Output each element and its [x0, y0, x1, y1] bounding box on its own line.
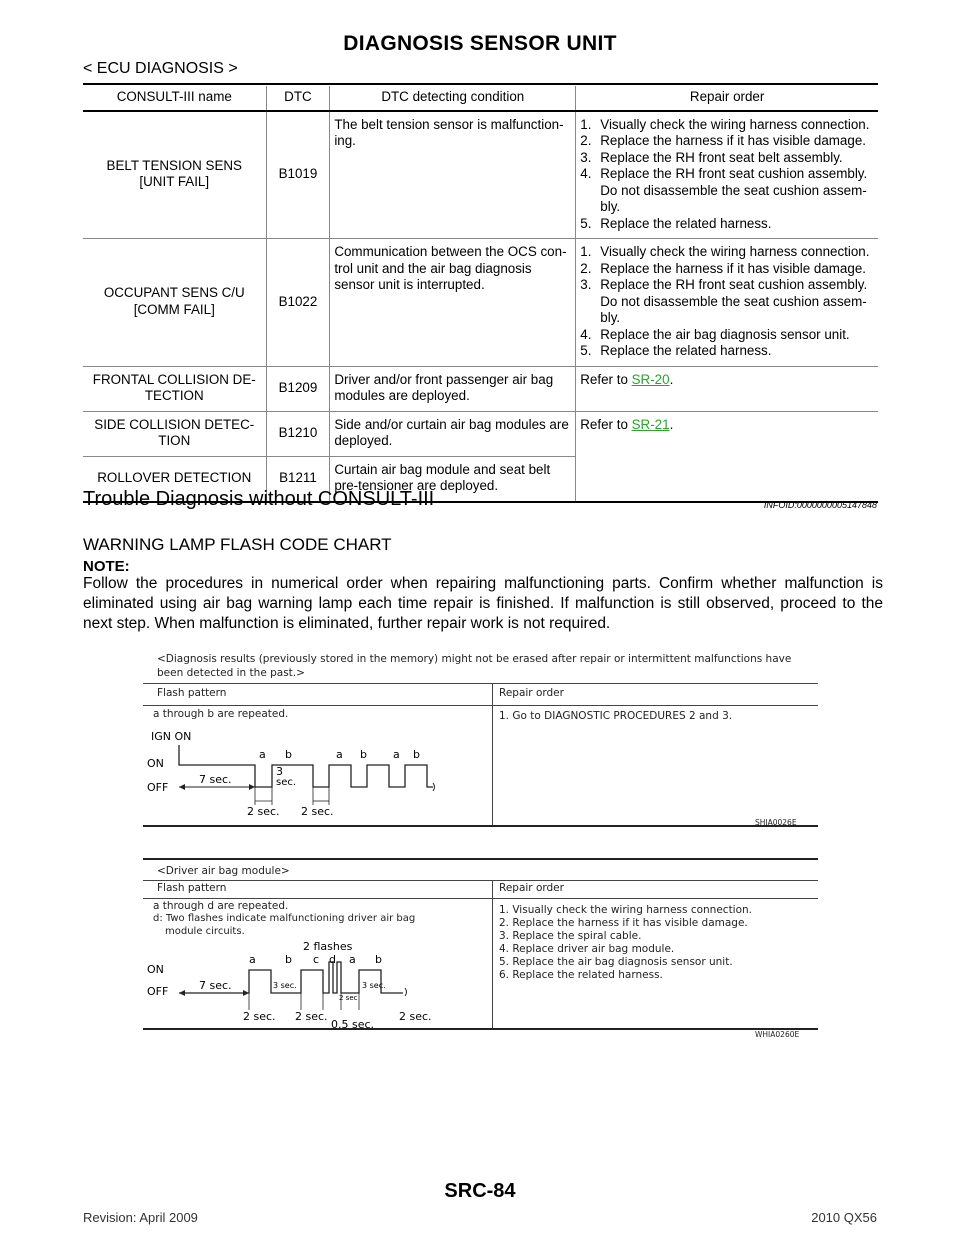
- pulse-label: b: [360, 748, 367, 761]
- col-detecting-condition: DTC detecting condition: [330, 86, 576, 111]
- pulse-label: c: [313, 953, 320, 966]
- list-item: 5. Replace the related harness.: [580, 215, 772, 231]
- ign-on-label: IGN ON: [151, 730, 192, 743]
- repair-order-list: [499, 904, 752, 982]
- figure-code: SHIA0026E: [755, 818, 797, 827]
- list-item: 3. Replace the RH front seat belt assembly.: [580, 149, 843, 165]
- page-title: DIAGNOSIS SENSOR UNIT: [343, 32, 617, 55]
- repeat-note: a through b are repeated.: [153, 708, 289, 720]
- list-item: 4. Replace the air bag diagnosis sensor unit.: [580, 326, 850, 342]
- list-item: 3. Replace the spiral cable.: [499, 930, 642, 942]
- list-item: 2. Replace the harness if it has visible damage.: [580, 260, 866, 276]
- d-note-line1: d: Two flashes indicate malfunctioning driver air bag: [153, 913, 416, 924]
- pulse-label: b: [375, 953, 382, 966]
- page-number: SRC-84: [444, 1180, 516, 1202]
- pulse-label: d: [329, 953, 336, 966]
- time-2sec-b: 2 sec.: [295, 1010, 328, 1023]
- list-item: 1. Visually check the wiring harness connection.: [580, 116, 870, 132]
- time-2sec-c: 2 sec.: [399, 1010, 432, 1023]
- consult-name: FRONTAL COLLISION DE-TECTION: [92, 371, 256, 403]
- revision-date: Revision: April 2009: [83, 1210, 198, 1225]
- flash-waveform: [143, 938, 488, 1028]
- link-sr-21[interactable]: SR-21: [631, 416, 670, 432]
- consult-name: ROLLOVER DETECTION: [97, 469, 252, 485]
- figure-header: <Diagnosis results (previously stored in the memory) might not be erased after repair or intermittent malfunctions have been detected in the past.>: [157, 653, 792, 679]
- time-0-5sec: 0.5 sec.: [331, 1018, 375, 1028]
- note-text: Follow the procedures in numerical order when repairing malfunctioning parts. Confirm whether malfunction is eliminated using air bag warning lamp each time repair is finished. If malfunction is still observed, proceed to the next step. When malfunction is eliminated, further repair work is not required.: [83, 575, 883, 632]
- dtc-code: B1211: [266, 456, 330, 502]
- dtc-table-header-row: [83, 86, 878, 111]
- consult-name: SIDE COLLISION DETEC-TION: [94, 416, 255, 448]
- list-item: 1. Visually check the wiring harness connection.: [499, 904, 753, 916]
- model-year: 2010 QX56: [811, 1210, 877, 1225]
- list-item: 6. Replace the related harness.: [499, 969, 663, 981]
- subsection-title: WARNING LAMP FLASH CODE CHART: [83, 535, 392, 554]
- top-rule: [83, 83, 878, 85]
- off-label: OFF: [147, 781, 169, 794]
- col-repair-order: Repair order: [499, 882, 564, 894]
- repair-order: [576, 239, 878, 367]
- col-repair-order: Repair order: [576, 86, 878, 111]
- on-label: ON: [147, 757, 164, 770]
- table-row: [83, 366, 878, 411]
- figure-header: <Driver air bag module>: [157, 865, 290, 877]
- pulse-label: b: [285, 748, 292, 761]
- note-label: NOTE:: [83, 558, 130, 575]
- figure-code: WHIA0260E: [755, 1030, 800, 1039]
- off-label: OFF: [147, 985, 169, 998]
- pulse-label: a: [259, 748, 266, 761]
- link-sr-20[interactable]: SR-20: [631, 371, 670, 387]
- pulse-label: a: [393, 748, 400, 761]
- on-label: ON: [147, 963, 164, 976]
- list-item: 5. Replace the air bag diagnosis sensor unit.: [499, 956, 733, 968]
- list-item: 4. Replace driver air bag module.: [499, 943, 675, 955]
- col-flash-pattern: Flash pattern: [157, 687, 227, 699]
- list-item: 4. Replace the RH front seat cushion assembly. Do not disassemble the seat cushion assem-bly.: [580, 166, 868, 214]
- flash-chart-memory: [143, 650, 818, 830]
- dtc-code: B1210: [266, 411, 330, 456]
- repair-order: [576, 111, 878, 239]
- col-consult-name: CONSULT-III name: [83, 86, 266, 111]
- pulse-label: b: [413, 748, 420, 761]
- dtc-table: [83, 86, 878, 503]
- consult-name: BELT TENSION SENS [UNIT FAIL]: [106, 157, 242, 190]
- repeat-note: a through d are repeated.: [153, 900, 289, 912]
- table-row: [83, 239, 878, 367]
- repair-order-text: 1. Go to DIAGNOSTIC PROCEDURES 2 and 3.: [499, 710, 733, 722]
- dtc-code: B1022: [266, 239, 330, 367]
- pulse-label: b: [285, 953, 292, 966]
- time-3sec-b: 3 sec.: [362, 981, 386, 990]
- two-flashes-label: 2 flashes: [303, 940, 353, 953]
- table-row: [83, 111, 878, 239]
- info-id: INFOID:0000000005147848: [763, 500, 877, 510]
- detecting-condition: Driver and/or front passenger air bag modules are deployed.: [330, 366, 576, 411]
- dtc-code: B1209: [266, 366, 330, 411]
- section-title: Trouble Diagnosis without CONSULT-III: [83, 488, 435, 510]
- col-flash-pattern: Flash pattern: [157, 882, 227, 894]
- time-7sec: 7 sec.: [199, 773, 232, 786]
- repair-steps: [580, 117, 874, 233]
- time-2sec-b: 2 sec.: [301, 805, 334, 818]
- col-repair-order: Repair order: [499, 687, 564, 699]
- time-3sec-num: 3: [276, 765, 283, 778]
- list-item: 2. Replace the harness if it has visible damage.: [580, 133, 866, 148]
- pulse-label: a: [249, 953, 256, 966]
- time-2sec-small: 2 sec: [339, 994, 358, 1002]
- time-7sec: 7 sec.: [199, 979, 232, 992]
- time-2sec-a: 2 sec.: [243, 1010, 276, 1023]
- consult-name: OCCUPANT SENS C/U [COMM FAIL]: [103, 285, 245, 317]
- repair-steps: [580, 244, 874, 360]
- table-row: [83, 411, 878, 456]
- detecting-condition: Communication between the OCS con-trol unit and the air bag diagnosis sensor unit is interrupted.: [330, 239, 576, 367]
- col-dtc: DTC: [266, 86, 330, 111]
- time-3sec-unit: sec.: [276, 777, 297, 788]
- list-item: 1. Visually check the wiring harness connection.: [580, 244, 870, 259]
- time-3sec-a: 3 sec.: [273, 981, 297, 990]
- detecting-condition: Side and/or curtain air bag modules are deployed.: [330, 411, 576, 456]
- repair-order: Refer to SR-20.: [576, 366, 878, 411]
- breadcrumb: < ECU DIAGNOSIS >: [83, 60, 238, 77]
- list-item: 2. Replace the harness if it has visible damage.: [499, 917, 748, 929]
- pulse-label: a: [336, 748, 343, 761]
- dtc-code: B1019: [266, 111, 330, 239]
- detecting-condition: The belt tension sensor is malfunction-ing.: [330, 111, 576, 239]
- detecting-condition: Curtain air bag module and seat belt pre-tensioner are deployed.: [330, 456, 576, 502]
- pulse-label: a: [349, 953, 356, 966]
- list-item: 5. Replace the related harness.: [580, 343, 772, 358]
- flash-chart-driver-airbag: [143, 858, 818, 1038]
- repair-order: Refer to SR-21.: [576, 411, 878, 502]
- flash-waveform: [143, 725, 488, 825]
- list-item: 3. Replace the RH front seat cushion assembly. Do not disassemble the seat cushion assem-bly.: [580, 277, 868, 325]
- d-note-line2: module circuits.: [165, 926, 245, 937]
- time-2sec-a: 2 sec.: [247, 805, 280, 818]
